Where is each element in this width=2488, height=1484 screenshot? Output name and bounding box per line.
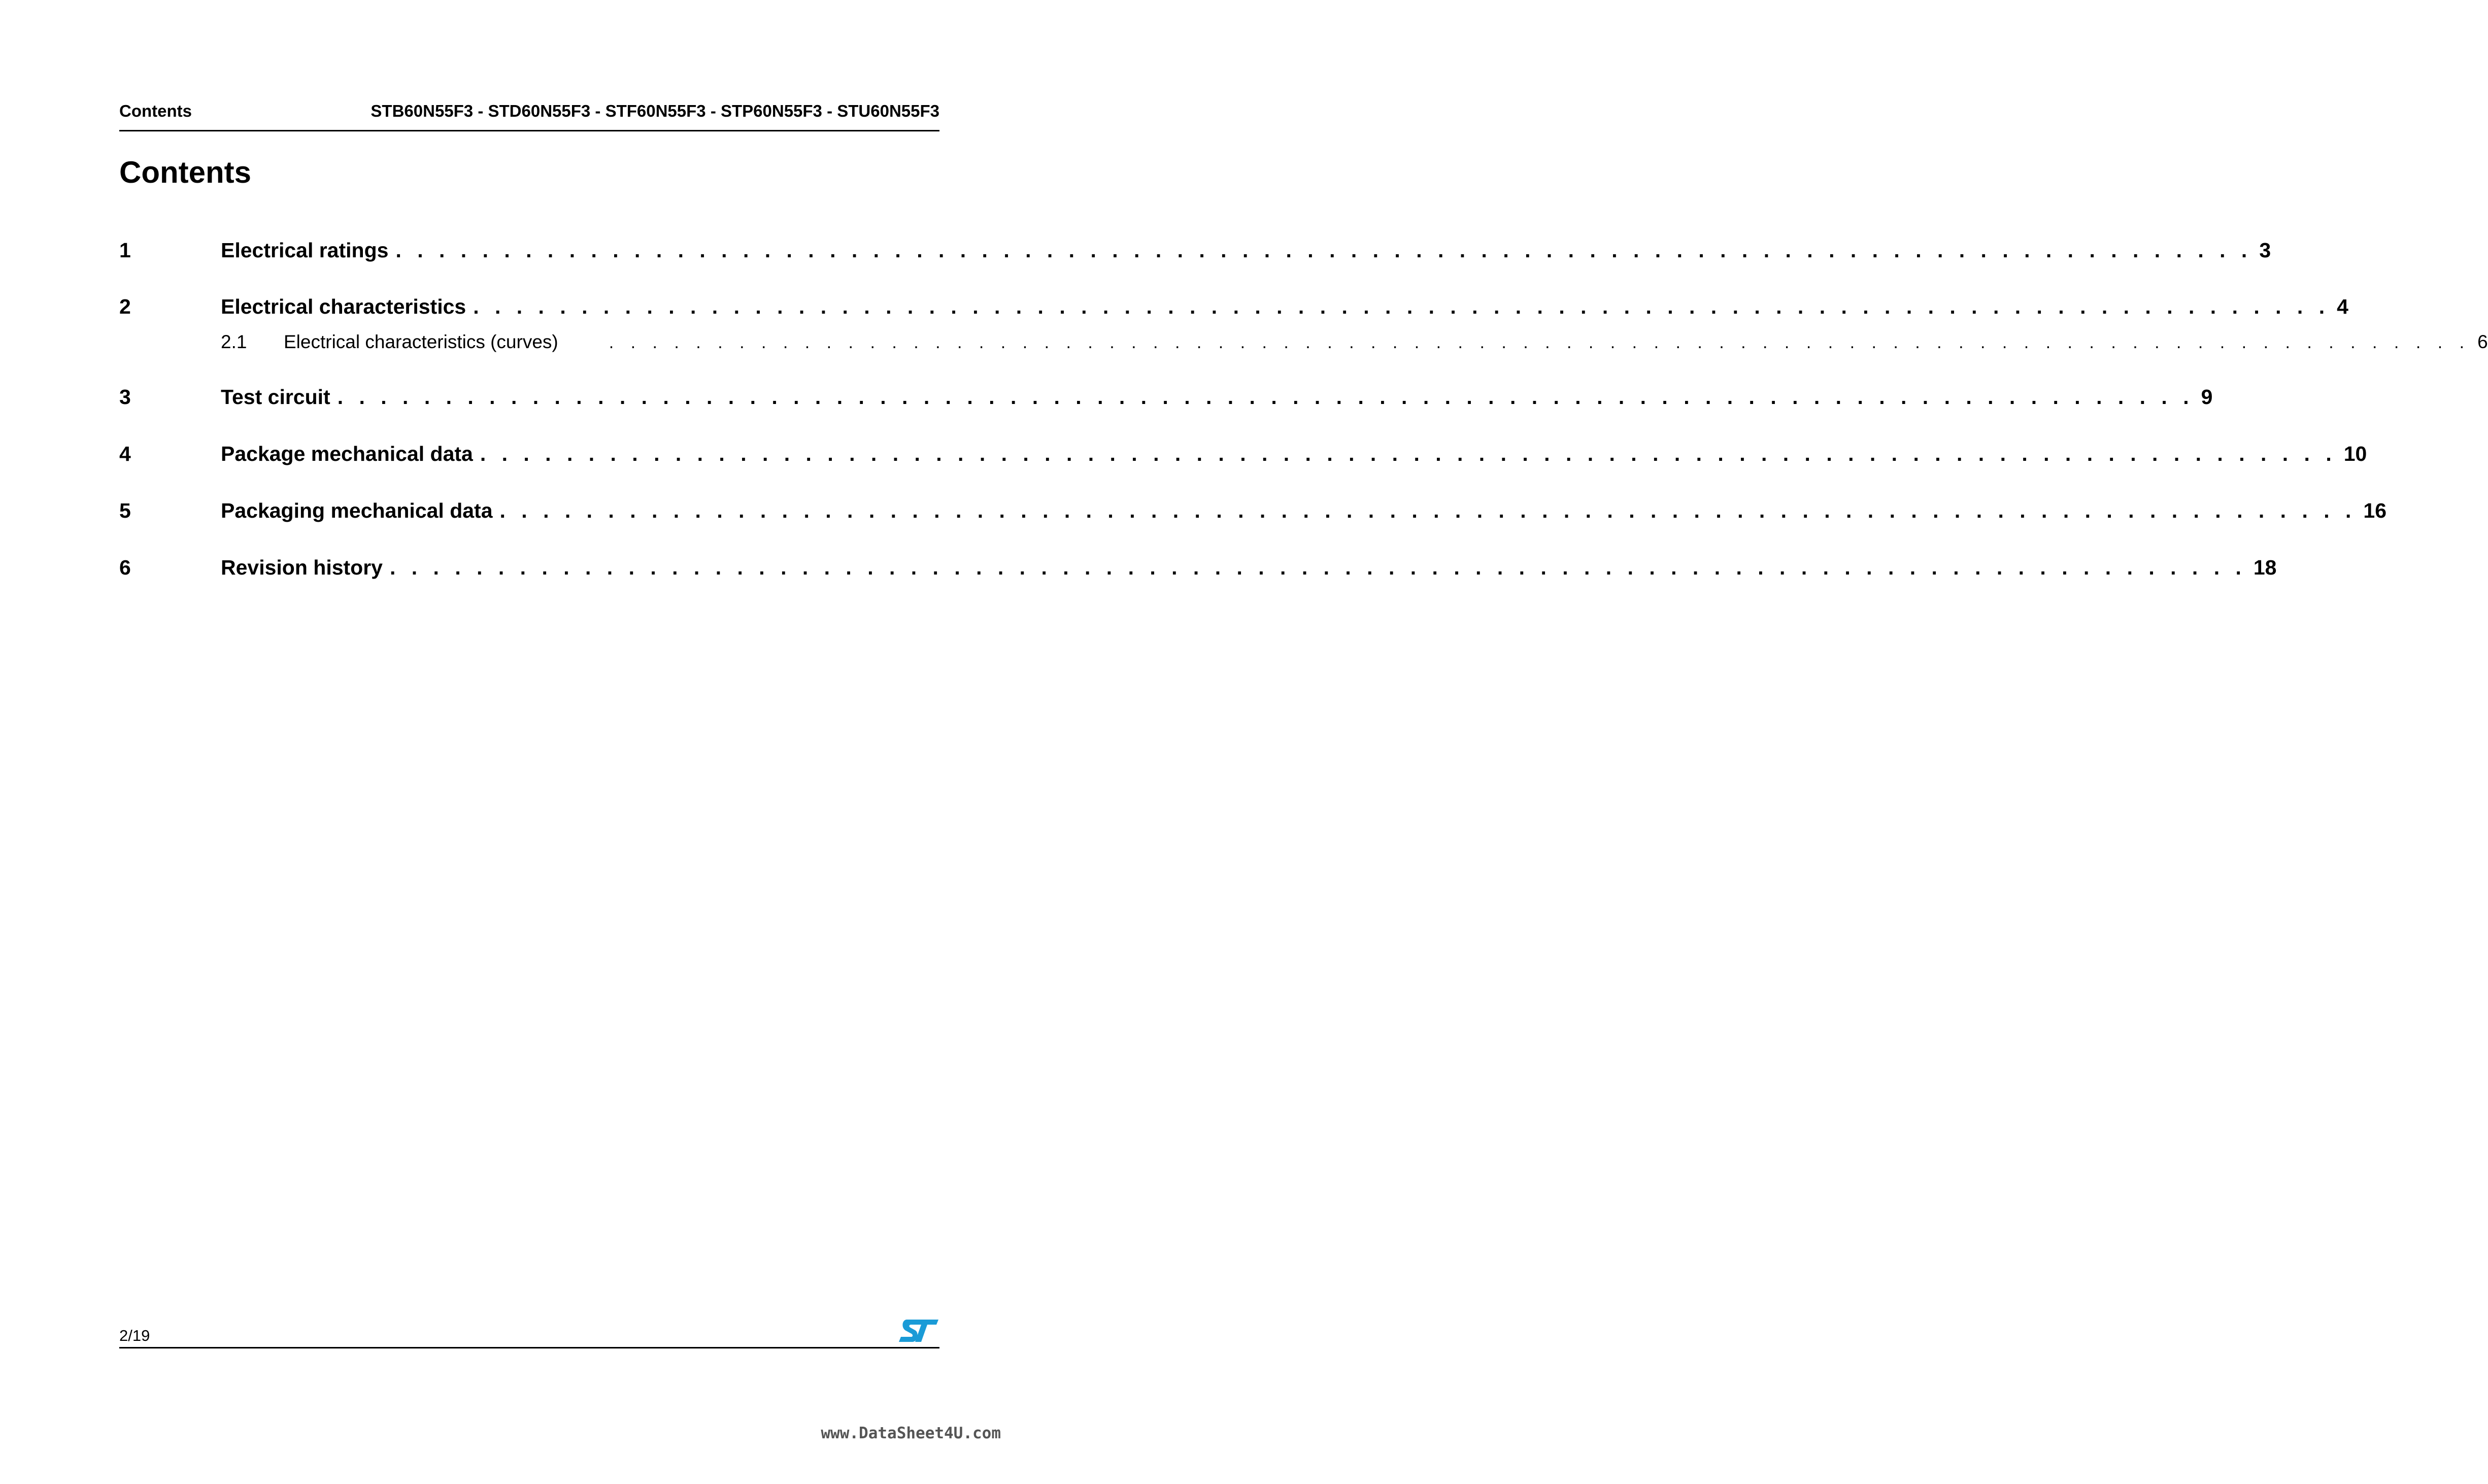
toc-page: 3 xyxy=(2259,239,2271,262)
toc-page: 16 xyxy=(2363,499,2387,522)
toc-page: 4 xyxy=(2337,295,2348,318)
toc-label: Test circuit xyxy=(221,385,330,409)
page-title: Contents xyxy=(119,155,251,189)
page-number: 2/19 xyxy=(119,1327,150,1344)
toc-number: 6 xyxy=(119,556,131,579)
page-footer xyxy=(119,1320,939,1348)
toc-leader: . . . . . . . . . . . . . . . . . . . . . . . . . . . . . . . . . . . . . . . . . . . . . . . . . . . . . . . . . . . . . . . . . . . . . . . . . . . . . . . . . . . . . . xyxy=(389,556,2246,579)
page-header xyxy=(119,102,939,131)
toc-number: 1 xyxy=(119,239,131,262)
toc-label: Package mechanical data xyxy=(221,442,473,465)
header-part-numbers: STB60N55F3 - STD60N55F3 - STF60N55F3 - STP60N55F3 - STU60N55F3 xyxy=(371,102,939,120)
toc-page: 18 xyxy=(2253,556,2277,579)
header-section: Contents xyxy=(119,102,192,120)
st-logo-icon xyxy=(898,1318,939,1344)
toc-leader: . . . . . . . . . . . . . . . . . . . . . . . . . . . . . . . . . . . . . . . . . . . . . . . . . . . . . . . . . . . . . . . . . . . . . . . . . . . . . . . . . . . . . . xyxy=(499,499,2357,522)
toc-page: 9 xyxy=(2201,385,2213,409)
toc-label: Revision history xyxy=(221,556,383,579)
toc-leader: . . . . . . . . . . . . . . . . . . . . . . . . . . . . . . . . . . . . . . . . . . . . . . . . . . . . . . . . . . . . . . . . . . . . . . . . . . . . . . . . . . . . . . xyxy=(473,295,2330,318)
toc-page: 10 xyxy=(2343,442,2367,465)
toc-page: 6 xyxy=(2477,331,2488,352)
toc-label: Electrical ratings xyxy=(221,239,389,262)
watermark: www.DataSheet4U.com xyxy=(821,1424,1001,1442)
toc-number: 2 xyxy=(119,295,131,318)
toc-number: 3 xyxy=(119,385,131,409)
toc-number: 5 xyxy=(119,499,131,522)
toc-label: Packaging mechanical data xyxy=(221,499,493,522)
toc-label: Electrical characteristics xyxy=(221,295,466,318)
toc-label: Electrical characteristics (curves) xyxy=(284,331,558,352)
toc-leader: . . . . . . . . . . . . . . . . . . . . . . . . . . . . . . . . . . . . . . . . . . . . . . . . . . . . . . . . . . . . . . . . . . . . . . . . . . . . . . . . . . . . . . xyxy=(609,333,2471,352)
toc-leader: . . . . . . . . . . . . . . . . . . . . . . . . . . . . . . . . . . . . . . . . . . . . . . . . . . . . . . . . . . . . . . . . . . . . . . . . . . . . . . . . . . . . . . xyxy=(395,239,2252,262)
toc-number: 2.1 xyxy=(221,331,247,352)
toc-leader: . . . . . . . . . . . . . . . . . . . . . . . . . . . . . . . . . . . . . . . . . . . . . . . . . . . . . . . . . . . . . . . . . . . . . . . . . . . . . . . . . . . . . . xyxy=(337,385,2194,409)
toc-leader: . . . . . . . . . . . . . . . . . . . . . . . . . . . . . . . . . . . . . . . . . . . . . . . . . . . . . . . . . . . . . . . . . . . . . . . . . . . . . . . . . . . . . . xyxy=(480,442,2337,465)
toc-number: 4 xyxy=(119,442,131,465)
